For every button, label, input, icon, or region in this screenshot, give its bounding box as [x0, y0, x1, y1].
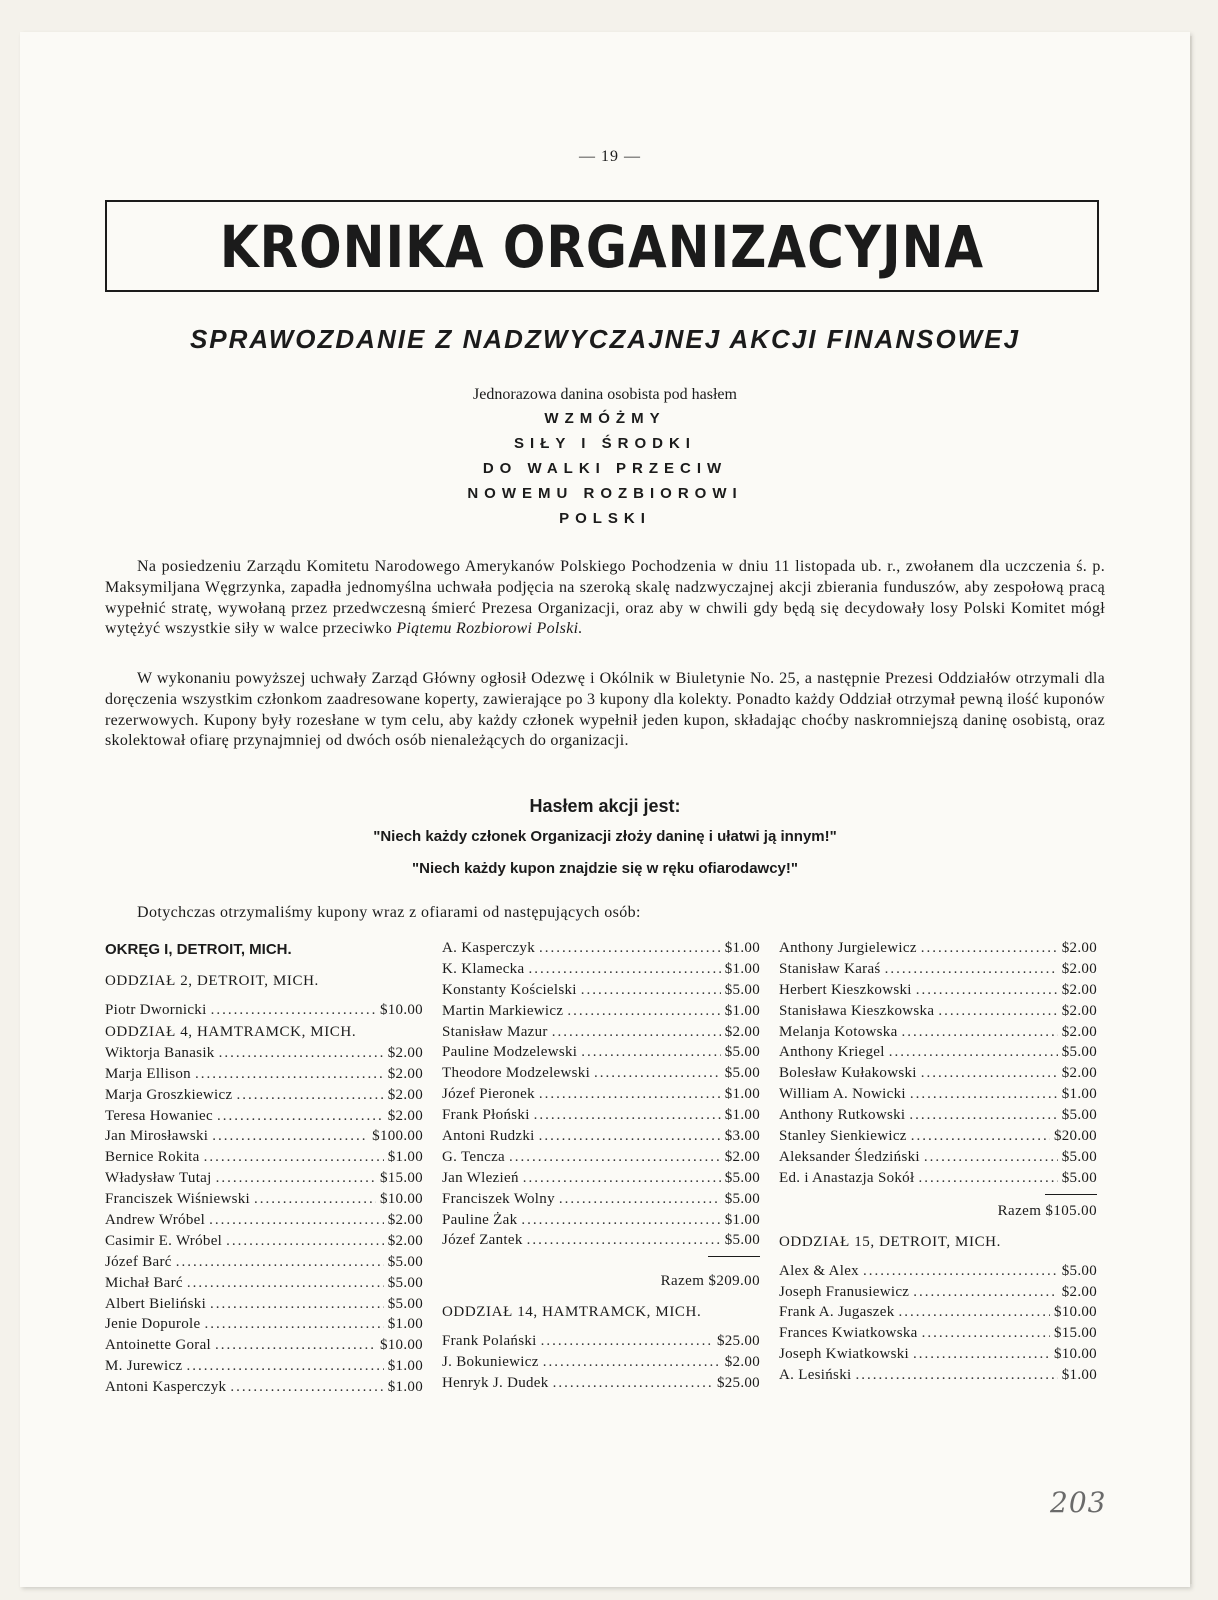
- donor-name: Frank Polański: [442, 1333, 537, 1350]
- dot-leader: [539, 1084, 721, 1105]
- dot-leader: [226, 1231, 384, 1252]
- donor-row: [442, 1001, 760, 1022]
- donor-row: [779, 1147, 1097, 1168]
- donation-amount: $5.00: [724, 1232, 760, 1249]
- donor-row: [442, 959, 760, 980]
- donation-amount: $5.00: [1061, 1107, 1097, 1124]
- donation-amount: $2.00: [724, 1023, 760, 1040]
- donor-row: [442, 1105, 760, 1126]
- dot-leader: [528, 959, 720, 980]
- donation-amount: $2.00: [387, 1044, 423, 1061]
- slogan-line: WZMÓŻMY: [544, 410, 666, 427]
- donor-row: [779, 1105, 1097, 1126]
- donor-row: [442, 1147, 760, 1168]
- donation-amount: $5.00: [724, 981, 760, 998]
- donor-row: [779, 938, 1097, 959]
- donor-row: [105, 1335, 423, 1356]
- donor-list: [779, 938, 1097, 1189]
- branch-total: Razem $209.00: [660, 1273, 760, 1290]
- dot-leader: [521, 1210, 720, 1231]
- donor-row: [105, 1314, 423, 1335]
- donor-name: Frank A. Jugaszek: [779, 1304, 895, 1321]
- donor-row: [442, 1084, 760, 1105]
- donation-amount: $1.00: [724, 1086, 760, 1103]
- donor-name: William A. Nowicki: [779, 1086, 906, 1103]
- dot-leader: [527, 1230, 721, 1251]
- donor-name: Józef Pieronek: [442, 1086, 535, 1103]
- donor-name: Joseph Franusiewicz: [779, 1283, 910, 1300]
- donor-name: Antoni Rudzki: [442, 1128, 535, 1145]
- spacer: [779, 1253, 1097, 1261]
- donation-amount: $1.00: [387, 1316, 423, 1333]
- donation-amount: $1.00: [724, 960, 760, 977]
- dot-leader: [913, 1344, 1050, 1365]
- donation-amount: $10.00: [379, 1002, 423, 1018]
- donor-name: Pauline Żak: [442, 1211, 518, 1228]
- donor-name: Frank Płoński: [442, 1107, 530, 1124]
- dot-leader: [889, 1042, 1058, 1063]
- donor-list: [105, 1043, 423, 1398]
- dot-leader: [210, 1294, 384, 1315]
- donor-row: [105, 1252, 423, 1273]
- donor-row: [442, 1373, 760, 1394]
- donor-row: [105, 1189, 423, 1210]
- donation-amount: $5.00: [1061, 1169, 1097, 1186]
- donation-amount: $5.00: [1061, 1148, 1097, 1165]
- paragraph-italic: Piątemu Rozbiorowi Polski.: [396, 620, 583, 638]
- donation-amount: $2.00: [387, 1107, 423, 1124]
- donor-row: [442, 1230, 760, 1251]
- donor-name: Herbert Kieszkowski: [779, 981, 912, 998]
- donor-name: Albert Bieliński: [105, 1295, 207, 1312]
- donor-row: [779, 1084, 1097, 1105]
- donation-amount: $100.00: [372, 1128, 423, 1145]
- donor-row: [779, 1282, 1097, 1303]
- donation-amount: $2.00: [387, 1065, 423, 1082]
- dot-leader: [938, 1001, 1057, 1022]
- donation-amount: $1.00: [724, 940, 760, 956]
- donor-row: [105, 1168, 423, 1189]
- spacer: [442, 1293, 760, 1301]
- donation-amount: $2.00: [1061, 981, 1097, 998]
- donor-row: [105, 1085, 423, 1106]
- donation-amount: $5.00: [1061, 1262, 1097, 1279]
- branch-heading: ODDZIAŁ 2, DETROIT, MICH.: [105, 973, 319, 989]
- donation-amount: $2.00: [387, 1232, 423, 1249]
- dot-leader: [855, 1365, 1057, 1386]
- donor-name: Władysław Tutaj: [105, 1170, 212, 1187]
- donor-row: [442, 1022, 760, 1043]
- dot-leader: [594, 1063, 721, 1084]
- donation-amount: $1.00: [724, 1107, 760, 1124]
- sum-rule: [779, 1189, 1097, 1199]
- donor-row: [779, 959, 1097, 980]
- dot-leader: [236, 1085, 383, 1106]
- donor-row: [105, 1000, 423, 1021]
- donor-name: Marja Ellison: [105, 1065, 191, 1082]
- donor-row: [105, 1294, 423, 1315]
- dot-leader: [899, 1302, 1050, 1323]
- donor-name: Frances Kwiatkowska: [779, 1325, 918, 1342]
- donation-amount: $10.00: [379, 1337, 423, 1354]
- donation-amount: $25.00: [716, 1375, 760, 1392]
- donor-name: Piotr Dwornicki: [105, 1002, 207, 1018]
- dot-leader: [924, 1147, 1058, 1168]
- donor-name: Jan Mirosławski: [105, 1128, 209, 1145]
- donation-amount: $5.00: [724, 1044, 760, 1061]
- donation-amount: $5.00: [724, 1190, 760, 1207]
- dot-leader: [230, 1377, 383, 1398]
- dot-leader: [523, 1168, 721, 1189]
- donor-row: [105, 1126, 423, 1147]
- donor-name: Franciszek Wiśniewski: [105, 1191, 250, 1208]
- dot-leader: [187, 1273, 384, 1294]
- donor-name: Teresa Howaniec: [105, 1107, 213, 1124]
- dot-leader: [559, 1189, 721, 1210]
- dot-leader: [219, 1043, 384, 1064]
- donor-name: Konstanty Kościelski: [442, 981, 577, 998]
- district-heading: OKRĘG I, DETROIT, MICH.: [105, 941, 292, 958]
- page-number: — 19 —: [579, 148, 641, 165]
- dot-leader: [553, 1373, 713, 1394]
- dot-leader: [217, 1106, 384, 1127]
- donor-row: [105, 1064, 423, 1085]
- dot-leader: [543, 1352, 721, 1373]
- donor-name: Stanisława Kieszkowska: [779, 1002, 935, 1019]
- branch-heading: ODDZIAŁ 14, HAMTRAMCK, MICH.: [442, 1304, 702, 1321]
- donor-list: [442, 1331, 760, 1394]
- donation-amount: $2.00: [1061, 960, 1097, 977]
- slogan-line: NOWEMU ROZBIOROWI: [467, 485, 743, 502]
- donor-name: Stanisław Mazur: [442, 1023, 548, 1040]
- donor-row: [779, 1022, 1097, 1043]
- donor-row: [442, 1210, 760, 1231]
- spacer: [442, 1323, 760, 1331]
- donor-name: A. Lesiński: [779, 1367, 852, 1384]
- donor-row: [442, 980, 760, 1001]
- donation-amount: $1.00: [387, 1358, 423, 1375]
- dot-leader: [885, 959, 1058, 980]
- donor-row: [779, 1323, 1097, 1344]
- donor-list: [779, 1261, 1097, 1386]
- dot-leader: [541, 1331, 713, 1352]
- dot-leader: [552, 1022, 721, 1043]
- donor-row: [779, 1344, 1097, 1365]
- donor-row: [779, 1302, 1097, 1323]
- donation-amount: $10.00: [1053, 1304, 1097, 1321]
- donation-amount: $2.00: [1061, 1283, 1097, 1300]
- donor-row: [105, 1231, 423, 1252]
- donor-row: [105, 1147, 423, 1168]
- donation-amount: $2.00: [724, 1354, 760, 1371]
- donation-amount: $1.00: [387, 1379, 423, 1396]
- dot-leader: [216, 1168, 376, 1189]
- donor-row: [105, 1273, 423, 1294]
- dot-leader: [539, 938, 721, 959]
- donor-row: [442, 1063, 760, 1084]
- donor-row: [442, 1042, 760, 1063]
- dot-leader: [534, 1105, 721, 1126]
- handwritten-page-note: 203: [1050, 1486, 1107, 1519]
- title-banner: [105, 200, 1099, 292]
- donation-amount: $5.00: [387, 1274, 423, 1291]
- page: [20, 32, 1190, 1587]
- donor-row: [779, 1168, 1097, 1189]
- donor-row: [442, 938, 760, 959]
- donor-name: Wiktorja Banasik: [105, 1044, 215, 1061]
- donor-name: Marja Groszkiewicz: [105, 1086, 233, 1103]
- donor-row: [105, 1043, 423, 1064]
- donor-name: Antoinette Goral: [105, 1337, 212, 1354]
- donor-row: [779, 980, 1097, 1001]
- donation-amount: $10.00: [1053, 1346, 1097, 1363]
- donor-row: [442, 1126, 760, 1147]
- donor-row: [105, 1356, 423, 1377]
- donation-amount: $2.00: [1061, 1023, 1097, 1040]
- dot-leader: [911, 1126, 1050, 1147]
- donor-name: Pauline Modzelewski: [442, 1044, 578, 1061]
- donation-amount: $1.00: [1061, 1367, 1097, 1384]
- dot-leader: [254, 1189, 376, 1210]
- donation-amount: $2.00: [724, 1148, 760, 1165]
- dot-leader: [913, 1282, 1057, 1303]
- donation-amount: $15.00: [379, 1170, 423, 1187]
- donor-name: A. Kasperczyk: [442, 940, 536, 956]
- dot-leader: [539, 1126, 721, 1147]
- donation-amount: $1.00: [724, 1002, 760, 1019]
- dot-leader: [186, 1356, 383, 1377]
- dot-leader: [921, 938, 1058, 959]
- donation-amount: $2.00: [1061, 940, 1097, 956]
- donor-column-2: [442, 938, 760, 1394]
- donor-row: [779, 1042, 1097, 1063]
- donation-amount: $2.00: [1061, 1002, 1097, 1019]
- spacer: [779, 1223, 1097, 1231]
- donor-name: Antoni Kasperczyk: [105, 1379, 227, 1396]
- donor-name: M. Jurewicz: [105, 1358, 183, 1375]
- donor-row: [105, 1106, 423, 1127]
- donor-list: [442, 938, 760, 1251]
- dot-leader: [910, 1084, 1058, 1105]
- branch-heading: ODDZIAŁ 15, DETROIT, MICH.: [779, 1233, 1001, 1250]
- donor-name: Casimir E. Wróbel: [105, 1232, 223, 1249]
- donor-name: J. Bokuniewicz: [442, 1354, 539, 1371]
- donation-amount: $2.00: [387, 1086, 423, 1103]
- donor-name: Jenie Dopurole: [105, 1316, 201, 1333]
- dot-leader: [212, 1126, 368, 1147]
- donation-amount: $15.00: [1053, 1325, 1097, 1342]
- donor-name: Anthony Jurgielewicz: [779, 940, 917, 956]
- slogan-line: SIŁY I ŚRODKI: [514, 435, 696, 452]
- dot-leader: [195, 1064, 384, 1085]
- branch-total: Razem $105.00: [997, 1202, 1097, 1219]
- donor-row: [779, 1365, 1097, 1386]
- donation-amount: $5.00: [387, 1295, 423, 1312]
- motto-line: "Niech każdy kupon znajdzie się w ręku ofiarodawcy!": [412, 860, 798, 877]
- donor-name: Stanley Sienkiewicz: [779, 1128, 907, 1145]
- dot-leader: [211, 1000, 376, 1021]
- donation-amount: $5.00: [724, 1065, 760, 1082]
- donor-name: Józef Zantek: [442, 1232, 523, 1249]
- donation-amount: $5.00: [387, 1253, 423, 1270]
- donor-name: Aleksander Śledziński: [779, 1148, 920, 1165]
- paragraph-resolution: [105, 557, 1105, 640]
- donation-amount: $2.00: [387, 1212, 423, 1229]
- donor-name: Stanisław Karaś: [779, 960, 881, 977]
- dot-leader: [909, 1105, 1057, 1126]
- donor-name: Andrew Wróbel: [105, 1212, 206, 1229]
- donor-column-1: [105, 938, 423, 1398]
- paragraph-text: Na posiedzeniu Zarządu Komitetu Narodowego Amerykanów Polskiego Pochodzenia w dniu 11 listopada ub. r., zwołanem dla uczczenia ś. p. Maksymiljana Węgrzynka, zapadła jednomyślna uchwała podjęcia na szeroką skalę nadzwyczajnej akcji zbierania funduszów, aby zespołową pracą wypełnić stratę, wywołaną przez przedwczesną śmierć Prezesa Organizacji, oraz aby w chwili gdy będą się decydowały losy Polski Komitet mógł wytężyć wszystkie siły w walce przeciwko: [105, 558, 1105, 638]
- dot-leader: [204, 1147, 384, 1168]
- donation-amount: $1.00: [387, 1149, 423, 1166]
- motto-line: "Niech każdy członek Organizacji złoży daninę i ułatwi ją innym!": [373, 828, 837, 845]
- donor-name: Melanja Kotowska: [779, 1023, 898, 1040]
- donor-name: Franciszek Wolny: [442, 1190, 555, 1207]
- donor-name: Alex & Alex: [779, 1262, 859, 1279]
- donor-row: [105, 1210, 423, 1231]
- donor-row: [442, 1352, 760, 1373]
- motto-heading: Hasłem akcji jest:: [529, 796, 681, 816]
- donor-name: Ed. i Anastazja Sokół: [779, 1169, 915, 1186]
- donation-amount: $3.00: [724, 1128, 760, 1145]
- dot-leader: [204, 1314, 383, 1335]
- dot-leader: [918, 1168, 1057, 1189]
- donor-name: Martin Markiewicz: [442, 1002, 564, 1019]
- slogan-intro: Jednorazowa danina osobista pod hasłem: [473, 386, 737, 403]
- slogan-line: POLSKI: [559, 510, 651, 527]
- donation-amount: $25.00: [716, 1333, 760, 1350]
- donor-name: Henryk J. Dudek: [442, 1375, 549, 1392]
- donor-name: Bolesław Kułakowski: [779, 1065, 917, 1082]
- donor-name: Michał Barć: [105, 1274, 183, 1291]
- donor-list: [105, 1000, 423, 1021]
- donor-name: Anthony Kriegel: [779, 1044, 885, 1061]
- donor-row: [442, 1331, 760, 1352]
- donor-name: K. Klamecka: [442, 960, 525, 977]
- dot-leader: [581, 980, 721, 1001]
- donor-list-intro: Dotychczas otrzymaliśmy kupony wraz z ofiarami od następujących osób:: [137, 904, 641, 921]
- dot-leader: [215, 1335, 376, 1356]
- slogan-line: DO WALKI PRZECIW: [482, 460, 728, 477]
- donor-row: [779, 1126, 1097, 1147]
- dot-leader: [863, 1261, 1058, 1282]
- donation-amount: $10.00: [379, 1191, 423, 1208]
- dot-leader: [922, 1323, 1050, 1344]
- dot-leader: [921, 1063, 1058, 1084]
- donor-row: [779, 1261, 1097, 1282]
- donor-name: G. Tencza: [442, 1148, 506, 1165]
- spacer: [105, 962, 423, 970]
- donor-row: [105, 1377, 423, 1398]
- dot-leader: [902, 1022, 1058, 1043]
- dot-leader: [176, 1252, 384, 1273]
- donor-row: [442, 1189, 760, 1210]
- dot-leader: [916, 980, 1058, 1001]
- donor-column-3: [779, 938, 1097, 1386]
- donor-row: [779, 1063, 1097, 1084]
- donor-name: Joseph Kwiatkowski: [779, 1346, 909, 1363]
- donation-amount: $5.00: [724, 1169, 760, 1186]
- report-subtitle: SPRAWOZDANIE Z NADZWYCZAJNEJ AKCJI FINANSOWEJ: [189, 324, 1021, 354]
- sum-rule: [442, 1251, 760, 1261]
- spacer: [105, 992, 423, 1000]
- dot-leader: [209, 1210, 384, 1231]
- dot-leader: [567, 1001, 720, 1022]
- dot-leader: [581, 1042, 720, 1063]
- dot-leader: [509, 1147, 721, 1168]
- donor-row: [779, 1001, 1097, 1022]
- donor-name: Jan Wlezień: [442, 1169, 519, 1186]
- branch-heading: ODDZIAŁ 4, HAMTRAMCK, MICH.: [105, 1023, 357, 1040]
- donor-row: [442, 1168, 760, 1189]
- donor-name: Józef Barć: [105, 1253, 172, 1270]
- donation-amount: $2.00: [1061, 1065, 1097, 1082]
- donor-name: Anthony Rutkowski: [779, 1107, 906, 1124]
- donation-amount: $1.00: [724, 1211, 760, 1228]
- donation-amount: $20.00: [1053, 1128, 1097, 1145]
- banner-title: KRONIKA ORGANIZACYJNA: [219, 214, 985, 281]
- paragraph-execution: W wykonaniu powyższej uchwały Zarząd Główny ogłosił Odezwę i Okólnik w Biuletynie No. 25, a następnie Prezesi Oddziałów otrzymali dla doręczenia wszystkim członkom zaadresowane koperty, zawierające po 3 kupony dla kolekty. Ponadto każdy Oddział otrzymał pewną ilość kuponów rezerwowych. Kupony były rozesłane w tym celu, aby każdy członek wypełnił jeden kupon, składając choćby naskromniejszą daninę osobistą, oraz skolektował ofiarę przynajmniej od dwóch osób nienależących do organizacji.: [105, 670, 1105, 750]
- donor-name: Bernice Rokita: [105, 1149, 200, 1166]
- donation-amount: $1.00: [1061, 1086, 1097, 1103]
- spacer: [442, 1261, 760, 1269]
- donation-amount: $5.00: [1061, 1044, 1097, 1061]
- donor-name: Theodore Modzelewski: [442, 1065, 591, 1082]
